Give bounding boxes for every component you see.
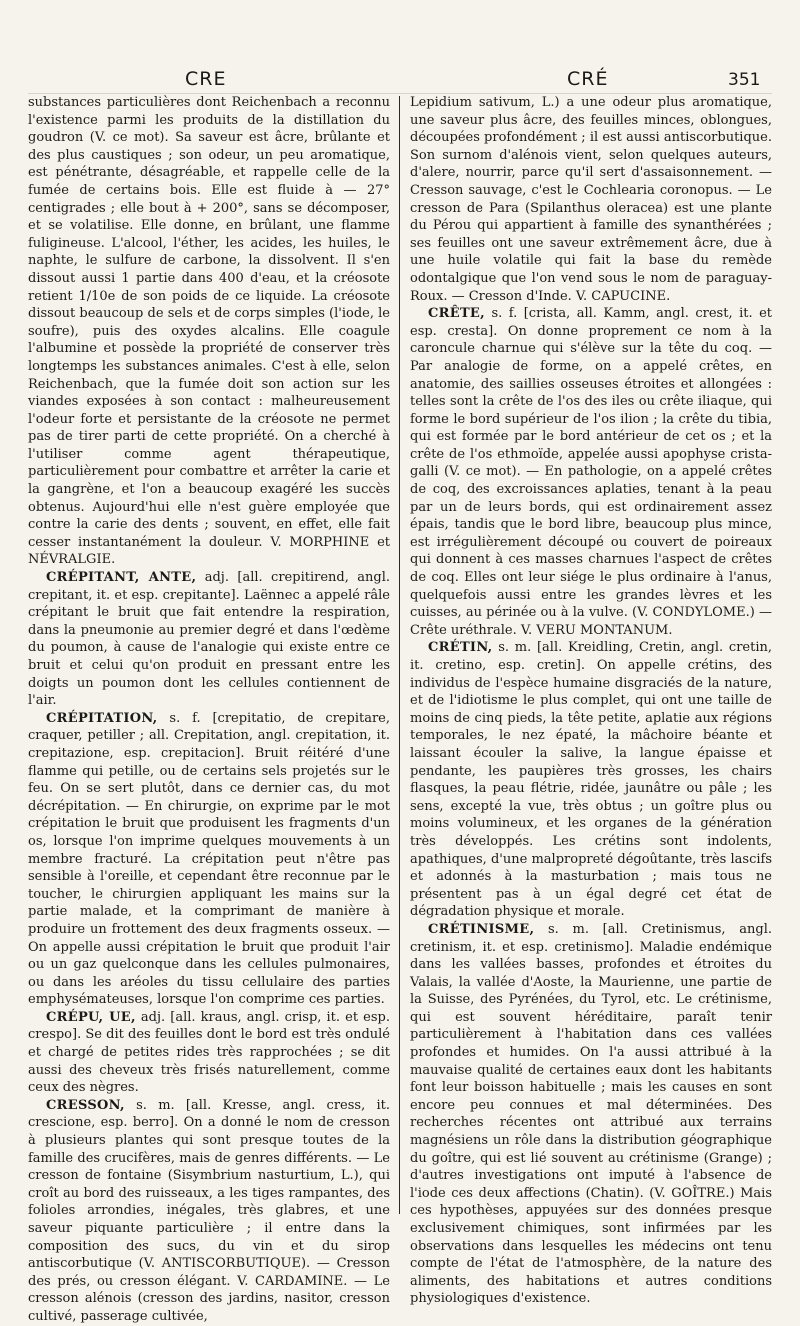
entry-definition: s. m. [all. Cretinismus, angl. cretinism, it. et esp. cretinismo]. Maladie endémique dans les vallées basses, profondes et étroites du Valais, la vallée d'Aoste, la Maurienne, une partie de la Suisse, des Pyrénées, du Tyrol, etc. Le crétinisme, qui est souvent héréditaire, paraît tenir particulièrement à l'habitation dans ces vallées profondes et humides. On l'a aussi attribué à la mauvaise qualité de certaines eaux dont les habitants font leur boisson habituelle ; mais les causes en sont encore peu connues et mal déterminées. Des recherches récentes ont attribué aux terrains magnésiens un rôle dans la distribution géographique du goître, qui est lié souvent au crétinisme (Grange) ; d'autres investigations ont imputé à l'absence de l'iode ces deux affections (Chatin). (V. GOÎTRE.) Mais ces hypothèses, appuyées sur des données presque exclusivement chimiques, sont infirmées par les observations dans lesquelles les médecins ont tenu compte de l'état de l'atmosphère, de la nature des aliments, des habitations et autres conditions physiologiques d'existence. xyxy=(410,921,772,1307)
dictionary-entry xyxy=(410,305,772,639)
entry-headword: CRÉPITATION, xyxy=(46,710,158,726)
page-number: 351 xyxy=(728,70,761,90)
entry-headword: CRÉTIN, xyxy=(428,640,493,656)
running-header xyxy=(0,62,800,94)
text-columns xyxy=(28,94,772,1326)
entry-definition: s. m. [all. Kresse, angl. cress, it. crescione, esp. berro]. On a donné le nom de cresson à plusieurs plantes qui sont presque toutes de la famille des crucifères, mais de genres différents. — Le cresson de fontaine (Sisymbrium nasturtium, L.), qui croît au bord des ruisseaux, a les tiges rampantes, des folioles arrondies, inégales, très glabres, et une saveur piquante particulière ; il entre dans la composition des sucs, du vin et du sirop antiscorbutique (V. ANTISCORBUTIQUE). — Cresson des prés, ou cresson élégant. V. CARDAMINE. — Le cresson alénois (cresson des jardins, nasitor, cresson cultivé, passerage cultivée, xyxy=(28,1097,390,1324)
entry-headword: CRESSON, xyxy=(46,1097,125,1113)
entry-definition: s. f. [crista, all. Kamm, angl. crest, it. et esp. cresta]. On donne proprement ce nom à la caroncule charnue qui s'élève sur la tête du coq. — Par analogie de forme, on a appelé crêtes, en anatomie, des saillies osseuses étroites et allongées : telles sont la crête de l'os des iles ou crête iliaque, qui forme le bord supérieur de l'os ilion ; la crête du tibia, qui est formée par le bord antérieur de cet os ; et la crête de l'os ethmoïde, appelée aussi apophyse crista-galli (V. ce mot). — En pathologie, on a appelé crêtes de coq, des excroissances aplaties, tenant à la peau par un de leurs bords, qui est ordinairement assez épais, tandis que le bord libre, beaucoup plus mince, est irrégulièrement découpé ou couvert de poireaux qui donnent à ces masses charnues l'aspect de crêtes de coq. Elles ont leur siége le plus ordinaire à l'anus, quelquefois aussi entre les grandes lèvres et les cuisses, au périnée ou à la vulve. (V. CONDYLOME.) — Crête uréthrale. V. VERU MONTANUM. xyxy=(410,306,772,638)
entry-headword: CRÉTINISME, xyxy=(428,921,535,937)
left-column xyxy=(28,94,390,1326)
right-column xyxy=(410,94,772,1326)
entry-definition: s. f. [crepitatio, de crepitare, craquer, petiller ; all. Crepitation, angl. crepitation, it. crepitazione, esp. crepitacion]. Bruit réitéré d'une flamme qui petille, ou de certains sels projetés sur le feu. On se sert plutôt, dans ce dernier cas, du mot décrépitation. — En chirurgie, on exprime par le mot crépitation le bruit que produisent les fragments d'un os, lorsque l'on imprime quelques mouvements à un membre fracturé. La crépitation peut n'être pas sensible à l'oreille, et cependant être reconnue par le toucher, le chirurgien appliquant les mains sur la partie malade, et la comprimant de manière à produire un frottement des deux fragments osseux. — On appelle aussi crépitation le bruit que produit l'air ou un gaz quelconque dans les cellules pulmonaires, ou dans les aréoles du tissu cellulaire des parties emphysémateuses, lorsque l'on comprime ces parties. xyxy=(28,710,390,1008)
entry-headword: CRÉPU, UE, xyxy=(46,1009,136,1025)
dictionary-entry xyxy=(410,921,772,1308)
dictionary-entry xyxy=(28,710,390,1009)
dictionary-entry xyxy=(28,569,390,710)
dictionary-entry xyxy=(28,1097,390,1326)
dictionary-entry xyxy=(28,1009,390,1097)
right-running-head: CRÉ xyxy=(567,68,609,90)
entry-definition: adj. [all. kraus, angl. crisp, it. et esp. crespo]. Se dit des feuilles dont le bord est très ondulé et chargé de petites rides très rapprochées ; se dit aussi des cheveux très frisés naturellement, comme ceux des nègres. xyxy=(28,1009,390,1096)
entry-definition: s. m. [all. Kreidling, Cretin, angl. cretin, it. cretino, esp. cretin]. On appelle crétins, des individus de l'espèce humaine disgraciés de la nature, et de l'idiotisme le plus complet, qui ont une taille de moins de cinq pieds, la tête petite, aplatie aux régions temporales, le nez épaté, la mâchoire béante et laissant écouler la salive, la langue épaisse et pendante, les paupières très grosses, les chairs flasques, la peau flétrie, ridée, jaunâtre ou pâle ; les sens, excepté la vue, très obtus ; un goître plus ou moins volumineux, et les organes de la génération très développés. Les crétins sont indolents, apathiques, d'une malpropreté dégoûtante, très lascifs et adonnés à la masturbation ; mais tous ne présentent pas à un égal degré cet état de dégradation physique et morale. xyxy=(410,640,772,920)
entry-definition: adj. [all. crepitirend, angl. crepitant, it. et esp. crepitante]. Laënnec a appelé râle crépitant le bruit que fait entendre la respiration, dans la pneumonie au premier degré et dans l'œdème du poumon, à cause de l'analogie qui existe entre ce bruit et celui qu'on produit en pressant entre les doigts un poumon dont les cellules contiennent de l'air. xyxy=(28,570,390,709)
dictionary-entry xyxy=(410,639,772,921)
continued-text: Lepidium sativum, L.) a une odeur plus aromatique, une saveur plus âcre, des feuilles minces, oblongues, découpées profondément ; il est aussi antiscorbutique. Son surnom d'alénois vient, selon quelques auteurs, d'alere, nourrir, parce qu'il sert d'assaisonnement. — Cresson sauvage, c'est le Cochlearia coronopus. — Le cresson de Para (Spilanthus oleracea) est une plante du Pérou qui appartient à famille des synanthérées ; ses feuilles ont une saveur extrêmement âcre, due à une huile volatile qui fait la base du remède odontalgique que l'on vend sous le nom de paraguay-Roux. — Cresson d'Inde. V. CAPUCINE. xyxy=(410,95,772,304)
left-running-head: CRE xyxy=(185,68,227,90)
continued-text: substances particulières dont Reichenbach a reconnu l'existence parmi les produits de la distillation du goudron (V. ce mot). Sa saveur est âcre, brûlante et des plus caustiques ; son odeur, un peu aromatique, est pénétrante, désagréable, et rappelle celle de la fumée de certains bois. Elle est fluide à — 27° centigrades ; elle bout à + 200°, sans se décomposer, et se volatilise. Elle donne, en brûlant, une flamme fuligineuse. L'alcool, l'éther, les acides, les huiles, le naphte, le sulfure de carbone, la dissolvent. Il s'en dissout aussi 1 partie dans 400 d'eau, et la créosote retient 1/10e de son poids de ce liquide. La créosote dissout beaucoup de sels et de corps simples (l'iode, le soufre), puis des oxydes alcalins. Elle coagule l'albumine et possède la propriété de conserver très longtemps les substances animales. C'est à elle, selon Reichenbach, que la fumée doit son action sur les viandes exposées à son contact : malheureusement l'odeur forte et persistante de la créosote ne permet pas de tirer parti de cette propriété. On a cherché à l'utiliser comme agent thérapeutique, particulièrement pour combattre et arrêter la carie et la gangrène, et l'on a beaucoup exagéré les succès obtenus. Aujourd'hui elle n'est guère employée que contre la carie des dents ; souvent, en effet, elle fait cesser instantanément la douleur. V. MORPHINE et NÉVRALGIE. xyxy=(28,95,390,568)
entry-headword: CRÉPITANT, ANTE, xyxy=(46,570,197,586)
entry-headword: CRÊTE, xyxy=(428,306,485,322)
